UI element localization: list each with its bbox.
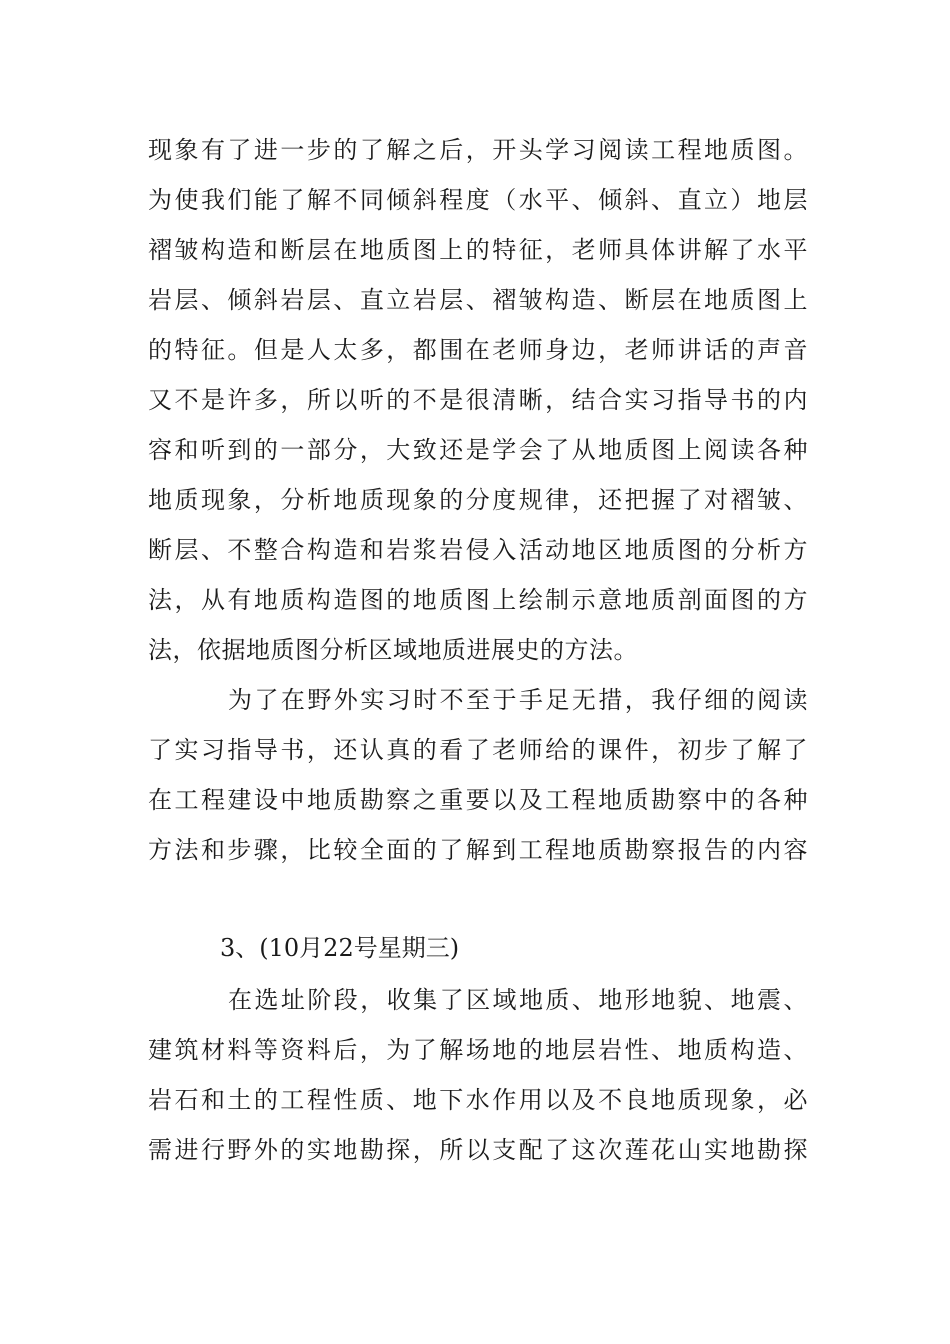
text-line: 建筑材料等资料后，为了解场地的地层岩性、地质构造、 [148, 1036, 808, 1064]
text-line: 岩层、倾斜岩层、直立岩层、褶皱构造、断层在地质图上 [148, 286, 808, 314]
text-line: 地质现象，分析地质现象的分度规律，还把握了对褶皱、 [148, 486, 808, 514]
text-line: 岩石和土的工程性质、地下水作用以及不良地质现象，必 [148, 1086, 808, 1114]
section-heading: 3、(10月22号星期三) [220, 934, 460, 962]
text-line: 法，从有地质构造图的地质图上绘制示意地质剖面图的方 [148, 586, 808, 614]
text-line: 褶皱构造和断层在地质图上的特征，老师具体讲解了水平 [148, 236, 808, 264]
text-line: 的特征。但是人太多，都围在老师身边，老师讲话的声音 [148, 336, 808, 364]
text-line: 断层、不整合构造和岩浆岩侵入活动地区地质图的分析方 [148, 536, 808, 564]
text-line: 在工程建设中地质勘察之重要以及工程地质勘察中的各种 [148, 786, 808, 814]
text-line: 需进行野外的实地勘探，所以支配了这次莲花山实地勘探 [148, 1136, 808, 1164]
text-line: 容和听到的一部分，大致还是学会了从地质图上阅读各种 [148, 436, 808, 464]
text-line: 法，依据地质图分析区域地质进展史的方法。 [148, 636, 638, 664]
text-line: 现象有了进一步的了解之后，开头学习阅读工程地质图。 [148, 136, 808, 164]
text-line: 为了在野外实习时不至于手足无措，我仔细的阅读 [228, 686, 808, 714]
text-line: 在选址阶段，收集了区域地质、地形地貌、地震、 [228, 986, 808, 1014]
text-line: 为使我们能了解不同倾斜程度（水平、倾斜、直立）地层 [148, 186, 808, 214]
text-line: 了实习指导书，还认真的看了老师给的课件，初步了解了 [148, 736, 808, 764]
text-line: 方法和步骤，比较全面的了解到工程地质勘察报告的内容 [148, 836, 808, 864]
text-line: 又不是许多，所以听的不是很清晰，结合实习指导书的内 [148, 386, 808, 414]
